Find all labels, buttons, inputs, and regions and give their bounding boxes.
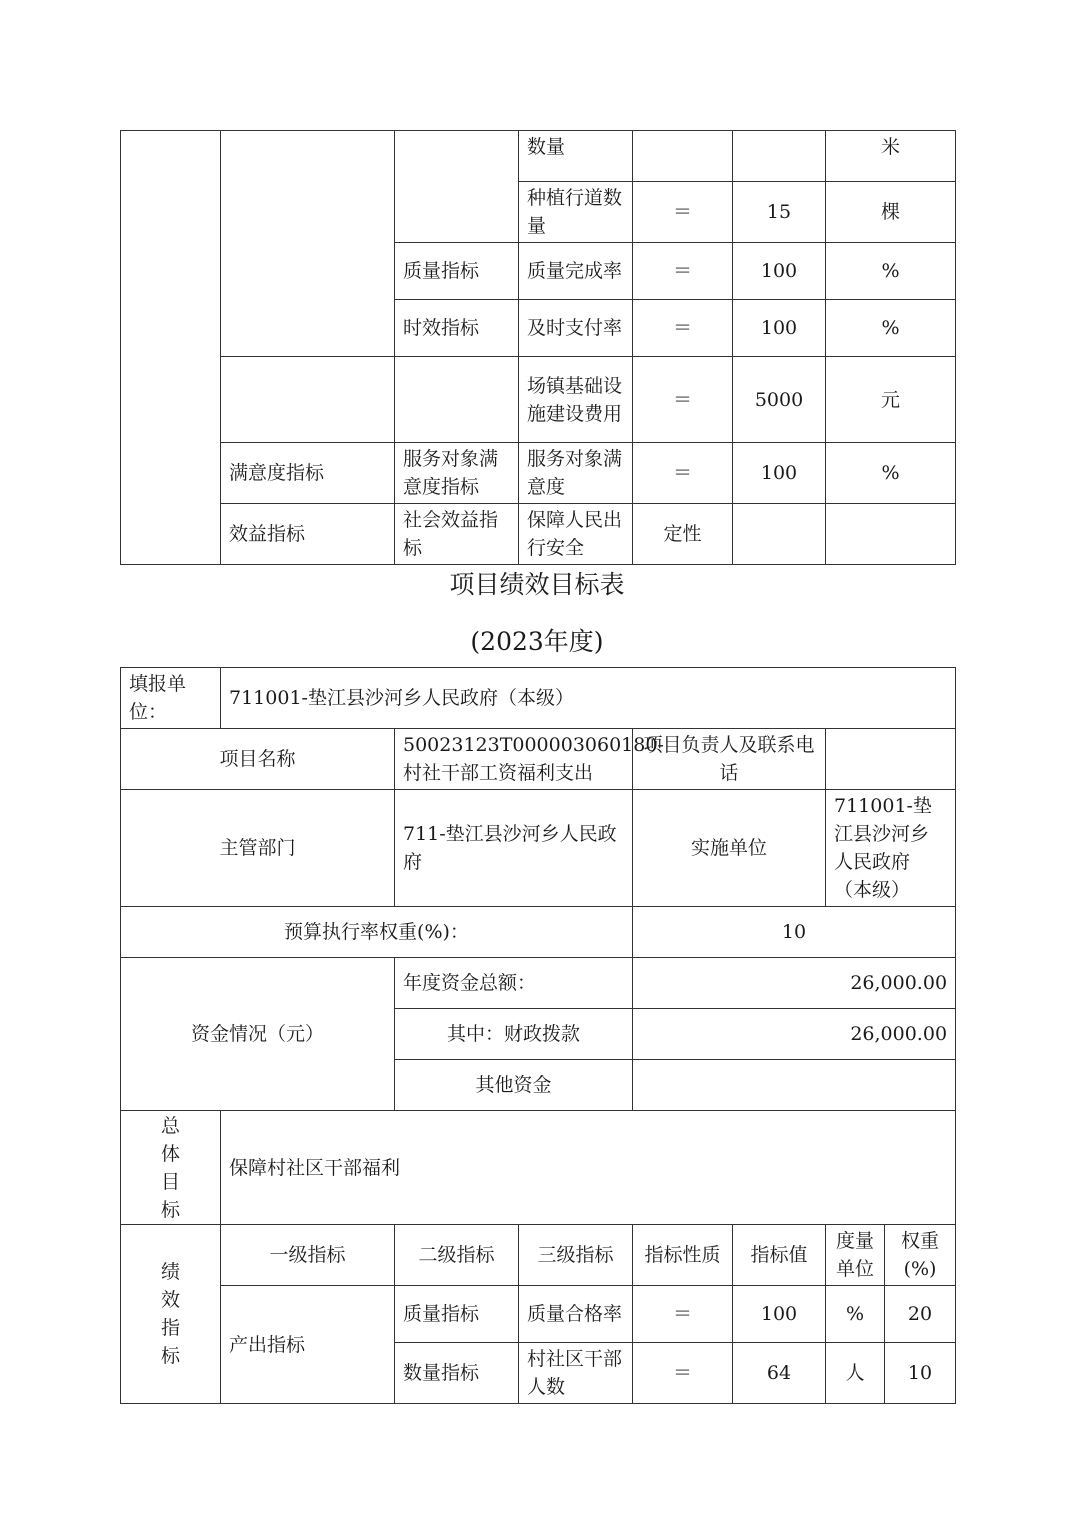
header-l3: 三级指标 xyxy=(519,1225,633,1286)
indicator-value: 100 xyxy=(733,443,826,504)
indicator-unit: 棵 xyxy=(826,182,956,243)
blank-cell xyxy=(395,357,519,443)
indicator-l3: 质量完成率 xyxy=(519,243,633,300)
indicator-l3: 及时支付率 xyxy=(519,300,633,357)
contact-value xyxy=(826,729,956,790)
indicator-weight: 10 xyxy=(885,1343,956,1404)
indicator-l3: 保障人民出行安全 xyxy=(519,504,633,565)
indicator-value xyxy=(733,504,826,565)
indicator-unit: % xyxy=(826,243,956,300)
budget-weight-label: 预算执行率权重(%)： xyxy=(121,907,633,958)
fund-label: 资金情况（元） xyxy=(121,958,395,1111)
fund-fiscal-label: 其中：财政拨款 xyxy=(395,1009,633,1060)
indicator-nature: ＝ xyxy=(633,243,733,300)
indicator-weight: 20 xyxy=(885,1286,956,1343)
indicator-value: 5000 xyxy=(733,357,826,443)
header-l2: 二级指标 xyxy=(395,1225,519,1286)
indicator-l2: 时效指标 xyxy=(395,300,519,357)
indicator-l3: 种植行道数量 xyxy=(519,182,633,243)
goal-label: 总体目标 xyxy=(121,1111,221,1225)
page-subtitle-year: (2023年度) xyxy=(470,627,604,656)
indicator-table-continued xyxy=(120,130,956,565)
indicator-value: 15 xyxy=(733,182,826,243)
fund-fiscal-value: 26,000.00 xyxy=(633,1009,956,1060)
project-name-value: 50023123T000003060180-村社干部工资福利支出 xyxy=(395,729,633,790)
blank-cell xyxy=(121,131,221,565)
unit-value: 711001-垫江县沙河乡人民政府（本级） xyxy=(221,668,956,729)
project-name-label: 项目名称 xyxy=(121,729,395,790)
indicator-unit: 米 xyxy=(826,131,956,182)
indicator-l1: 效益指标 xyxy=(221,504,395,565)
indicator-l3: 村社区干部人数 xyxy=(519,1343,633,1404)
indicator-unit xyxy=(826,504,956,565)
fund-total-label: 年度资金总额： xyxy=(395,958,633,1009)
blank-cell xyxy=(221,357,395,443)
fund-total-value: 26,000.00 xyxy=(633,958,956,1009)
indicator-l2: 社会效益指标 xyxy=(395,504,519,565)
dept-value: 711-垫江县沙河乡人民政府 xyxy=(395,790,633,907)
fund-other-label: 其他资金 xyxy=(395,1060,633,1111)
header-weight: 权重(%) xyxy=(885,1225,956,1286)
indicator-value: 100 xyxy=(733,243,826,300)
indicator-nature: ＝ xyxy=(633,300,733,357)
indicator-l2: 质量指标 xyxy=(395,243,519,300)
fund-other-value xyxy=(633,1060,956,1111)
header-unit: 度量单位 xyxy=(826,1225,885,1286)
indicator-l1: 满意度指标 xyxy=(221,443,395,504)
impl-value: 711001-垫江县沙河乡人民政府（本级） xyxy=(826,790,956,907)
header-nature: 指标性质 xyxy=(633,1225,733,1286)
header-value: 指标值 xyxy=(733,1225,826,1286)
indicator-nature: ＝ xyxy=(633,1343,733,1404)
page-title: 项目绩效目标表 xyxy=(449,570,625,599)
budget-weight-value: 10 xyxy=(633,907,956,958)
output-label: 产出指标 xyxy=(221,1286,395,1404)
indicator-nature: 定性 xyxy=(633,504,733,565)
indicator-l3: 数量 xyxy=(519,131,633,182)
indicator-l3: 服务对象满意度 xyxy=(519,443,633,504)
contact-label: 项目负责人及联系电话 xyxy=(633,729,826,790)
indicator-value: 100 xyxy=(733,300,826,357)
indicator-l2: 质量指标 xyxy=(395,1286,519,1343)
performance-goal-table xyxy=(120,667,956,1404)
indicator-l3: 场镇基础设施建设费用 xyxy=(519,357,633,443)
indicator-unit: % xyxy=(826,443,956,504)
indicator-nature: ＝ xyxy=(633,1286,733,1343)
impl-label: 实施单位 xyxy=(633,790,826,907)
indicator-value xyxy=(733,131,826,182)
goal-value: 保障村社区干部福利 xyxy=(221,1111,956,1225)
unit-label: 填报单位： xyxy=(121,668,221,729)
indicator-nature: ＝ xyxy=(633,443,733,504)
indicator-nature: ＝ xyxy=(633,357,733,443)
indicator-l3: 质量合格率 xyxy=(519,1286,633,1343)
indicator-value: 100 xyxy=(733,1286,826,1343)
indicator-value: 64 xyxy=(733,1343,826,1404)
blank-cell xyxy=(221,131,395,357)
indicator-nature xyxy=(633,131,733,182)
indicator-nature: ＝ xyxy=(633,182,733,243)
indicator-unit: 人 xyxy=(826,1343,885,1404)
indicator-l2: 服务对象满意度指标 xyxy=(395,443,519,504)
indicator-unit: 元 xyxy=(826,357,956,443)
indicator-unit: % xyxy=(826,1286,885,1343)
indicator-l2: 数量指标 xyxy=(395,1343,519,1404)
blank-cell xyxy=(395,131,519,243)
header-l1: 一级指标 xyxy=(221,1225,395,1286)
perf-label: 绩效指标 xyxy=(121,1225,221,1404)
indicator-unit: % xyxy=(826,300,956,357)
dept-label: 主管部门 xyxy=(121,790,395,907)
